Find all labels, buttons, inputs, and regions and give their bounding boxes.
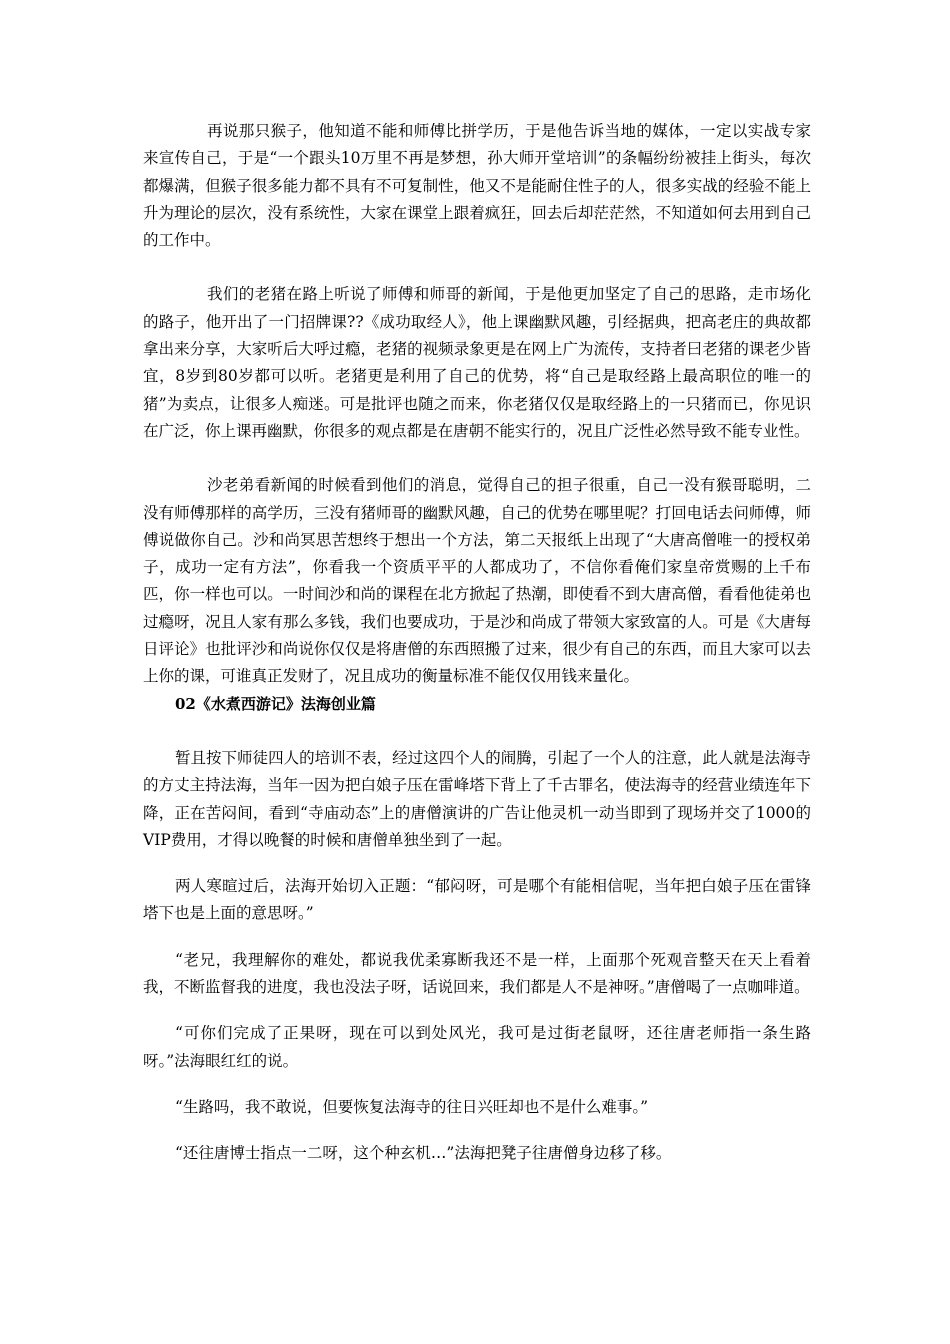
paragraph-pig: 我们的老猪在路上听说了师傅和师哥的新闻，于是他更加坚定了自己的思路，走市场化的路子，他开出了一门招牌课??《成功取经人》，他上课幽默风趣，引经据典，把高老庄的典故都拿出来分享，大家听后大呼过瘾，老猪的视频录象更是在网上广为流传，支持者曰老猪的课老少皆宜，8岁到80岁都可以听。老猪更是利用了自己的优势，将“自己是取经路上最高职位的唯一的猪”为卖点，让很多人痴迷。可是批评也随之而来，你老猪仅仅是取经路上的一只猪而已，你见识在广泛，你上课再幽默，你很多的观点都是在唐朝不能实行的，况且广泛性必然导致不能专业性。	[143, 285, 811, 440]
paragraph-sha: 沙老弟看新闻的时候看到他们的消息，觉得自己的担子很重，自己一没有猴哥聪明，二没有师傅那样的高学历，三没有猪师哥的幽默风趣，自己的优势在哪里呢？打回电话去问师傅，师傅说做你自己。沙和尚冥思苦想终于想出一个方法，第二天报纸上出现了“大唐高僧唯一的授权弟子，成功一定有方法”，你看我一个资质平平的人都成功了，不信你看俺们家皇帝赏赐的上千布匹，你一样也可以。一时间沙和尚的课程在北方掀起了热潮，即使看不到大唐高僧，看看他徒弟也过瘾呀，况且人家有那么多钱，我们也要成功，于是沙和尚成了带领大家致富的人。可是《大唐每日评论》也批评沙和尚说你仅仅是将唐僧的东西照搬了过来，很少有自己的东西，而且大家可以去上你的课，可谁真正发财了，况且成功的衡量标准不能仅仅用钱来量化。	[143, 476, 811, 686]
paragraph-dialogue-2: “老兄，我理解你的难处，都说我优柔寡断我还不是一样，上面那个死观音整天在天上看着我，不断监督我的进度，我也没法子呀，话说回来，我们都是人不是神呀。”唐僧喝了一点咖啡道。	[143, 950, 811, 997]
paragraph-dialogue-5: “还往唐博士指点一二呀，这个种玄机…”法海把凳子往唐僧身边移了移。	[175, 1144, 672, 1163]
paragraph-fahai-intro: 暂且按下师徒四人的培训不表，经过这四个人的闹腾，引起了一个人的注意，此人就是法海寺的方丈主持法海，当年一因为把白娘子压在雷峰塔下背上了千古罪名，使法海寺的经营业绩连年下降，正在苦闷间，看到“寺庙动态”上的唐僧演讲的广告让他灵机一动当即到了现场并交了1000的VIP费用，才得以晚餐的时候和唐僧单独坐到了一起。	[143, 748, 811, 849]
paragraph-dialogue-1: 两人寒暄过后，法海开始切入正题：“郁闷呀，可是哪个有能相信呢，当年把白娘子压在雷锋塔下也是上面的意思呀。”	[143, 877, 811, 923]
paragraph-dialogue-4: “生路吗，我不敢说，但要恢复法海寺的往日兴旺却也不是什么难事。”	[175, 1097, 649, 1116]
section-heading: 02《水煮西游记》法海创业篇	[175, 694, 376, 713]
paragraph-dialogue-3: “可你们完成了正果呀，现在可以到处风光，我可是过街老鼠呀，还往唐老师指一条生路呀。”法海眼红红的说。	[143, 1024, 811, 1070]
paragraph-monkey: 再说那只猴子，他知道不能和师傅比拼学历，于是他告诉当地的媒体，一定以实战专家来宣传自己，于是“一个跟头10万里不再是梦想，孙大师开堂培训”的条幅纷纷被挂上街头，每次都爆满，但猴子很多能力都不具有不可复制性，他又不是能耐住性子的人，很多实战的经验不能上升为理论的层次，没有系统性，大家在课堂上跟着疯狂，回去后却茫茫然，不知道如何去用到自己的工作中。	[143, 122, 811, 250]
document-body	[143, 118, 811, 1168]
